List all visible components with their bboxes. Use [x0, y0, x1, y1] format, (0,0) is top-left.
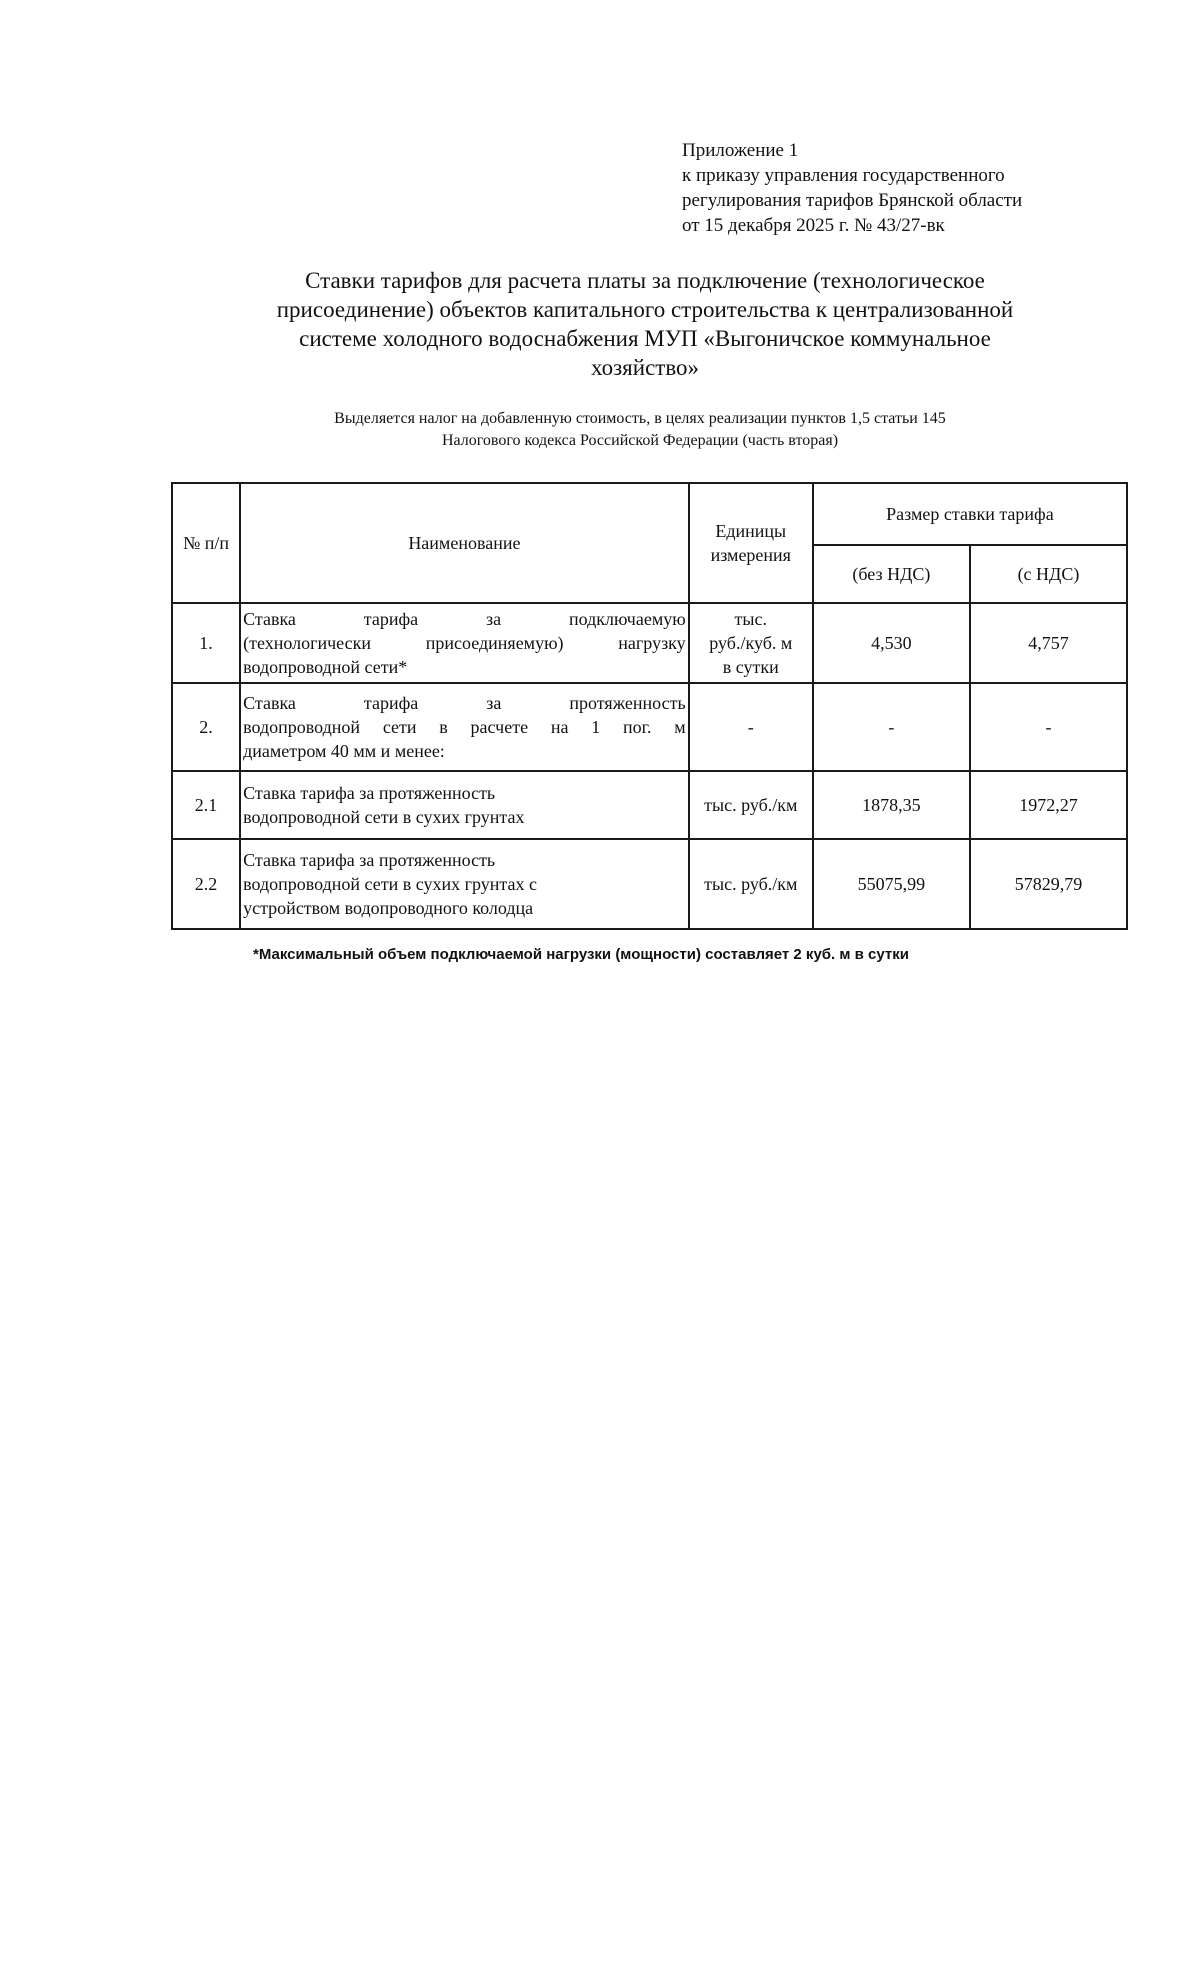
footnote: *Максимальный объем подключаемой нагрузки (мощности) составляет 2 куб. м в сутки	[253, 946, 909, 963]
row-name-line-2: водопроводной сети в сухих грунтах с	[243, 874, 537, 894]
appendix-line-4: от 15 декабря 2025 г. № 43/27-вк	[682, 215, 945, 236]
document-title	[220, 266, 1070, 382]
row-name-line-1: Ставка тарифа за протяженность	[243, 850, 496, 870]
row-num: 2.2	[172, 839, 240, 929]
header-without-vat: (без НДС)	[813, 545, 970, 603]
row-name-line-1: Ставка тарифа за протяженность	[243, 783, 496, 803]
title-line-4: хозяйство»	[590, 355, 700, 380]
row-name-line-1: Ставка тарифа за протяженность	[243, 693, 686, 713]
row-name-line-2: водопроводной сети в сухих грунтах	[243, 807, 525, 827]
row-name	[240, 603, 689, 683]
appendix-line-2: к приказу управления государственного	[682, 165, 1005, 186]
header-name: Наименование	[240, 483, 689, 603]
row-without-vat: 4,530	[813, 603, 970, 683]
row-name-line-1: Ставка тарифа за подключаемую	[243, 609, 686, 629]
header-with-vat: (с НДС)	[970, 545, 1127, 603]
row-with-vat: 57829,79	[970, 839, 1127, 929]
vat-note	[240, 408, 1040, 452]
row-name	[240, 683, 689, 771]
table-header-row	[172, 483, 1127, 545]
header-unit	[689, 483, 813, 603]
row-unit-line-2: руб./куб. м	[709, 633, 793, 653]
row-unit: тыс. руб./км	[689, 771, 813, 839]
row-name	[240, 771, 689, 839]
row-with-vat: 4,757	[970, 603, 1127, 683]
row-name-line-3: диаметром 40 мм и менее:	[243, 741, 445, 761]
tariff-table	[171, 482, 1128, 930]
row-without-vat: -	[813, 683, 970, 771]
row-num: 1.	[172, 603, 240, 683]
table-row	[172, 839, 1127, 929]
appendix-line-1: Приложение 1	[682, 140, 799, 161]
table-row	[172, 771, 1127, 839]
row-name-line-2: водопроводной сети в расчете на 1 пог. м	[243, 717, 686, 737]
row-unit	[689, 603, 813, 683]
row-num: 2.	[172, 683, 240, 771]
vat-note-line-2: Налогового кодекса Российской Федерации (часть вторая)	[441, 432, 839, 449]
table-row	[172, 603, 1127, 683]
row-with-vat: 1972,27	[970, 771, 1127, 839]
row-without-vat: 1878,35	[813, 771, 970, 839]
appendix-line-3: регулирования тарифов Брянской области	[682, 190, 1023, 211]
table-row	[172, 683, 1127, 771]
row-name-line-3: водопроводной сети*	[243, 657, 408, 677]
vat-note-line-1: Выделяется налог на добавленную стоимость, в целях реализации пунктов 1,5 статьи 145	[334, 410, 946, 427]
header-unit-line-1: Единицы	[715, 521, 787, 541]
title-line-1: Ставки тарифов для расчета платы за подключение (технологическое	[305, 268, 985, 293]
title-line-2: присоединение) объектов капитального строительства к централизованной	[276, 297, 1014, 322]
row-unit-line-3: в сутки	[722, 657, 779, 677]
header-unit-line-2: измерения	[710, 545, 791, 565]
row-unit: -	[689, 683, 813, 771]
row-unit: тыс. руб./км	[689, 839, 813, 929]
row-unit-line-1: тыс.	[734, 609, 767, 629]
row-name	[240, 839, 689, 929]
row-without-vat: 55075,99	[813, 839, 970, 929]
row-name-line-2: (технологически присоединяемую) нагрузку	[243, 633, 686, 653]
row-num: 2.1	[172, 771, 240, 839]
row-name-line-3: устройством водопроводного колодца	[243, 898, 534, 918]
title-line-3: системе холодного водоснабжения МУП «Выгоничское коммунальное	[299, 326, 991, 351]
header-rate: Размер ставки тарифа	[813, 483, 1127, 545]
row-with-vat: -	[970, 683, 1127, 771]
appendix-header	[682, 138, 1102, 238]
header-num: № п/п	[172, 483, 240, 603]
